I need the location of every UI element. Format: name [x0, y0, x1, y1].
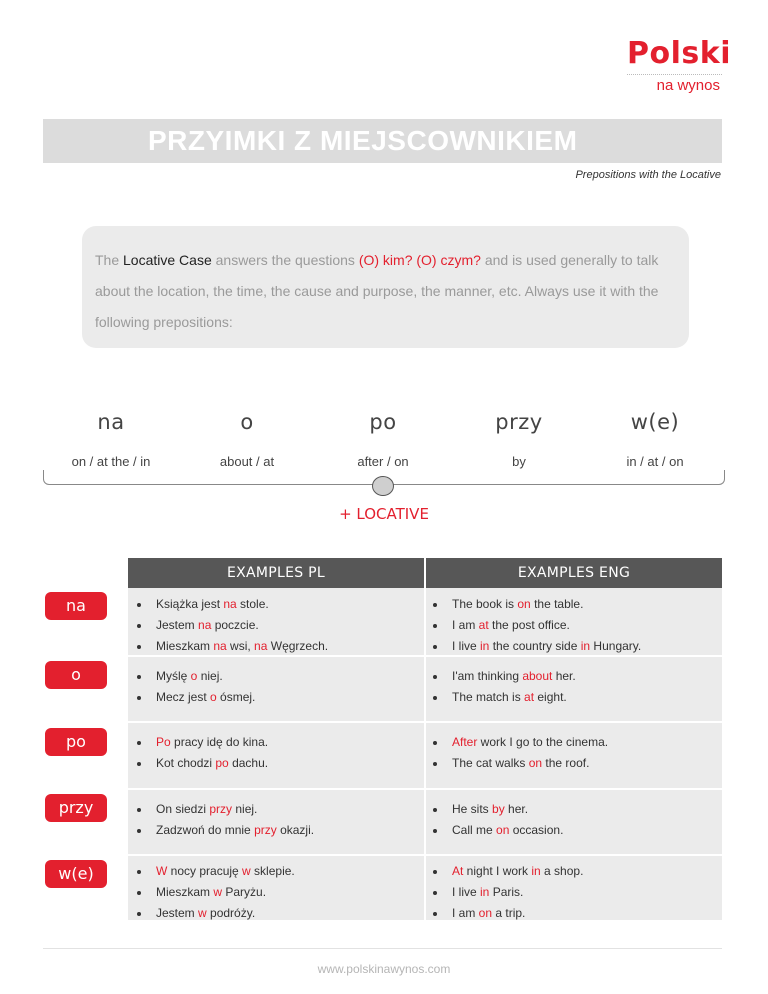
example-en: At night I work in a shop. [452, 864, 584, 878]
preposition-na: na [97, 410, 125, 434]
example-pl: Mieszkam w Paryżu. [156, 885, 267, 899]
preposition-we: w(e) [630, 410, 680, 434]
highlight: in [580, 639, 591, 653]
example-en: The book is on the table. [452, 597, 584, 611]
example-pl: Książka jest na stole. [156, 597, 269, 611]
logo-divider [627, 74, 722, 75]
meaning-przy: by [512, 454, 526, 469]
badge-przy: przy [45, 794, 107, 822]
badge-we: w(e) [45, 860, 107, 888]
logo-subtitle: na wynos [656, 77, 720, 94]
highlight: on [528, 756, 543, 770]
row-divider [128, 788, 722, 790]
preposition-przy: przy [495, 410, 543, 434]
page-subtitle: Prepositions with the Locative [575, 169, 721, 181]
highlight: Po [156, 735, 171, 749]
highlight: in [531, 864, 541, 878]
example-en: He sits by her. [452, 802, 529, 816]
footer-url: www.polskinawynos.com [317, 962, 451, 976]
footer-divider [43, 948, 722, 949]
highlight: o [190, 669, 198, 683]
example-pl: Mecz jest o ósmej. [156, 690, 256, 704]
example-pl: Kot chodzi po dachu. [156, 756, 269, 770]
example-pl: Jestem na poczcie. [156, 618, 259, 632]
example-pl: Mieszkam na wsi, na Węgrzech. [156, 639, 329, 653]
logo [627, 36, 731, 94]
highlight: on [517, 597, 531, 611]
highlight: po [215, 756, 229, 770]
intro-text: The Locative Case answers the questions (O) kim? (O) czym? and is used generally to talk about the location, the time, the cause and purpose, the manner, etc. Always use it with the following prepositions: [95, 252, 659, 330]
example-pl: Myślę o niej. [156, 669, 223, 683]
highlight: in [480, 639, 490, 653]
example-en: I am at the post office. [452, 618, 570, 632]
highlight: at [524, 690, 535, 704]
meaning-na: on / at the / in [71, 454, 151, 469]
meaning-po: after / on [357, 454, 409, 469]
example-pl: W nocy pracuję w sklepie. [156, 864, 295, 878]
highlight: na [213, 639, 227, 653]
highlight: W [156, 864, 168, 878]
row-divider [128, 721, 722, 723]
highlight: w [242, 864, 251, 878]
example-en: After work I go to the cinema. [452, 735, 609, 749]
highlight: w [198, 906, 207, 920]
highlight: at [478, 618, 489, 632]
highlight: on [478, 906, 493, 920]
example-en: I'am thinking about her. [452, 669, 576, 683]
meaning-o: about / at [219, 454, 275, 469]
header-examples-eng: EXAMPLES ENG [517, 565, 631, 581]
example-en: I live in Paris. [452, 885, 524, 899]
example-en: Call me on occasion. [452, 823, 564, 837]
prepositions-row [43, 410, 722, 440]
table-header [128, 558, 722, 588]
badge-o: o [45, 661, 107, 689]
example-en: I live in the country side in Hungary. [452, 639, 642, 653]
intro-questions: (O) kim? (O) czym? [358, 252, 481, 268]
highlight: przy [254, 823, 277, 837]
logo-word: Polski [627, 36, 731, 71]
title-band [43, 119, 722, 163]
example-pl: Zadzwoń do mnie przy okazji. [156, 823, 315, 837]
plus-locative-label: + LOCATIVE [339, 505, 429, 523]
preposition-o: o [240, 410, 254, 434]
example-pl: Po pracy idę do kina. [156, 735, 269, 749]
highlight: w [213, 885, 223, 899]
highlight: na [223, 597, 237, 611]
intro-term: Locative Case [123, 252, 212, 268]
highlight: on [496, 823, 510, 837]
example-en: The match is at eight. [452, 690, 567, 704]
badge-na: na [45, 592, 107, 620]
highlight: by [492, 802, 505, 816]
highlight: After [452, 735, 478, 749]
highlight: na [254, 639, 268, 653]
example-pl: Jestem w podróży. [156, 906, 256, 920]
header-examples-pl: EXAMPLES PL [128, 558, 426, 588]
column-divider [424, 588, 426, 920]
examples-table [128, 588, 722, 920]
example-pl: On siedzi przy niej. [156, 802, 258, 816]
badge-po: po [45, 728, 107, 756]
row-divider [128, 854, 722, 856]
highlight: about [522, 669, 553, 683]
intro-box [82, 226, 689, 348]
highlight: o [210, 690, 217, 704]
example-en: The cat walks on the roof. [452, 756, 590, 770]
highlight: na [198, 618, 212, 632]
page-title: PRZYIMKI Z MIEJSCOWNIKIEM [148, 125, 578, 156]
highlight: in [480, 885, 490, 899]
row-divider [128, 655, 722, 657]
highlight: At [452, 864, 464, 878]
highlight: przy [209, 802, 233, 816]
example-en: I am on a trip. [452, 906, 526, 920]
bracket-knob [372, 476, 394, 496]
preposition-po: po [369, 410, 397, 434]
meaning-we: in / at / on [626, 454, 684, 469]
